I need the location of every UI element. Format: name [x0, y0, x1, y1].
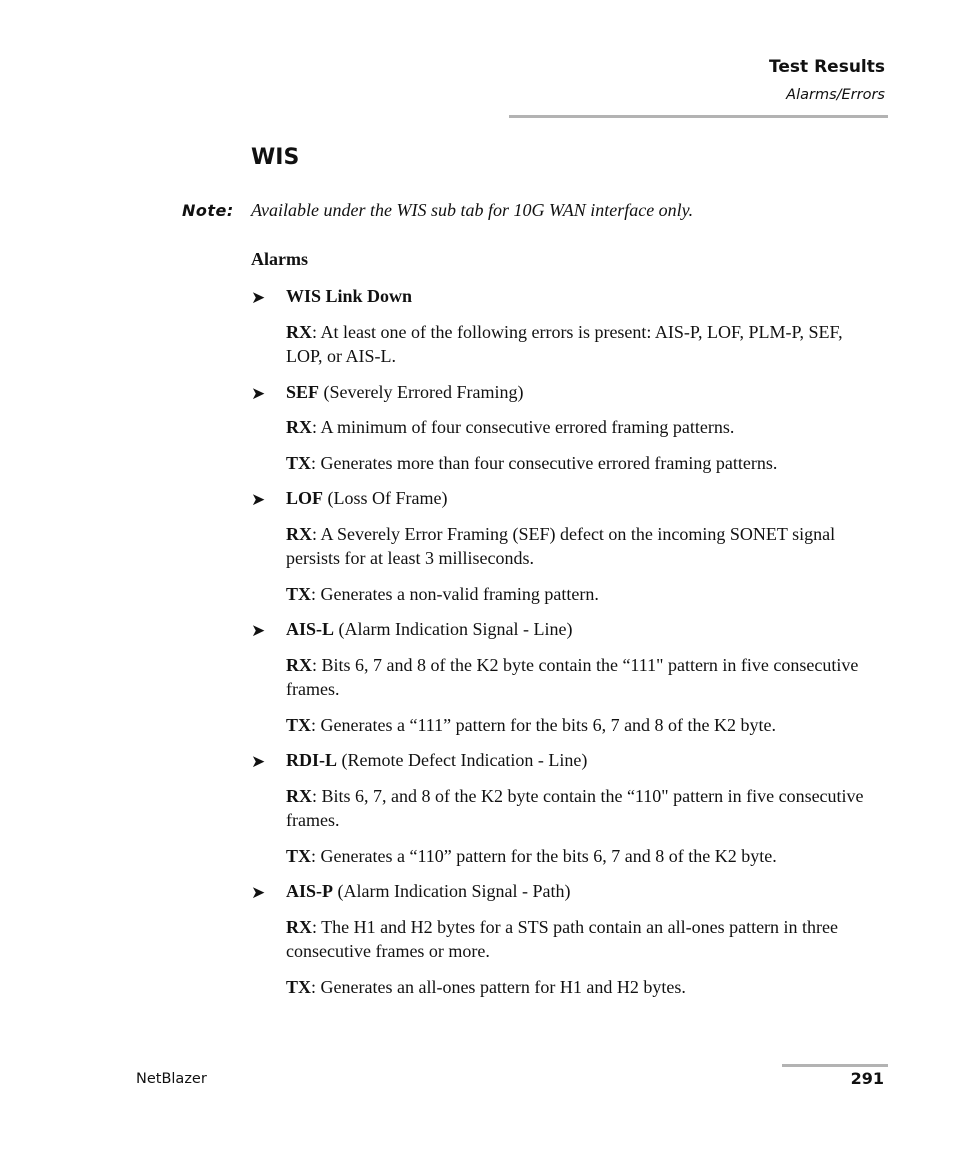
paragraph-text: : Generates an all-ones pattern for H1 and H2 bytes. [311, 976, 686, 997]
alarm-item [251, 617, 881, 737]
note-text: Available under the WIS sub tab for 10G WAN interface only. [251, 200, 694, 220]
alarm-name: WIS Link Down [286, 286, 413, 306]
direction-tag: RX [286, 321, 312, 342]
direction-tag: RX [286, 523, 312, 544]
alarm-item [251, 748, 881, 868]
alarms-subheading: Alarms [251, 249, 308, 269]
alarm-description: (Loss Of Frame) [323, 488, 448, 508]
alarm-paragraph [286, 784, 881, 833]
section-title: WIS [251, 145, 300, 170]
direction-tag: RX [286, 785, 312, 806]
direction-tag: TX [286, 714, 312, 735]
direction-tag: RX [286, 654, 312, 675]
direction-tag: TX [286, 452, 312, 473]
direction-tag: RX [286, 417, 312, 437]
note-label: Note: [182, 201, 234, 220]
alarm-paragraph [286, 451, 881, 476]
arrow-bullet-icon: ➤ [251, 621, 266, 641]
arrow-bullet-icon: ➤ [251, 490, 266, 510]
alarm-description: (Alarm Indication Signal - Path) [333, 881, 571, 901]
alarm-paragraph [286, 915, 881, 964]
alarm-item [251, 879, 881, 999]
alarm-heading [286, 617, 881, 642]
paragraph-text: : A Severely Error Framing (SEF) defect on the incoming SONET signal persists for at least 3 milliseconds. [286, 523, 836, 568]
alarm-heading [286, 879, 881, 904]
alarm-heading [286, 748, 881, 773]
alarm-paragraph [286, 975, 881, 1000]
paragraph-text: : Bits 6, 7 and 8 of the K2 byte contain the “111" pattern in five consecutive frames. [286, 654, 859, 699]
alarm-item [251, 380, 881, 476]
header-rule [509, 115, 888, 118]
paragraph-text: : Generates a non-valid framing pattern. [311, 583, 599, 604]
alarm-heading [286, 284, 881, 309]
alarm-paragraph [286, 415, 881, 440]
arrow-bullet-icon: ➤ [251, 288, 266, 308]
alarm-name: SEF [286, 381, 320, 402]
direction-tag: TX [286, 845, 312, 866]
alarm-name: AIS-L [286, 619, 335, 639]
alarm-item [251, 486, 881, 606]
alarm-heading [286, 486, 881, 511]
paragraph-text: : A minimum of four consecutive errored framing patterns. [312, 417, 735, 437]
direction-tag: TX [286, 583, 312, 604]
alarm-heading [286, 380, 881, 405]
alarm-paragraph [286, 582, 881, 607]
paragraph-text: : Generates a “111” pattern for the bits 6, 7 and 8 of the K2 byte. [311, 714, 777, 735]
alarm-item [251, 284, 881, 369]
direction-tag: RX [286, 916, 312, 937]
alarm-name: LOF [286, 488, 324, 508]
alarm-description: (Alarm Indication Signal - Line) [334, 619, 573, 639]
alarm-description: (Remote Defect Indication - Line) [337, 750, 588, 770]
alarm-list [251, 284, 881, 1010]
alarm-paragraph [286, 713, 881, 738]
paragraph-text: : At least one of the following errors is present: AIS-P, LOF, PLM-P, SEF, LOP, or AIS-L. [286, 321, 843, 366]
paragraph-text: : Generates a “110” pattern for the bits 6, 7 and 8 of the K2 byte. [311, 845, 777, 866]
running-header-title: Test Results [769, 57, 885, 77]
alarm-paragraph [286, 844, 881, 869]
paragraph-text: : The H1 and H2 bytes for a STS path contain an all-ones pattern in three consecutive frames or more. [286, 916, 839, 961]
direction-tag: TX [286, 976, 312, 997]
running-header-subtitle: Alarms/Errors [786, 87, 885, 103]
paragraph-text: : Bits 6, 7, and 8 of the K2 byte contain the “110" pattern in five consecutive frames. [286, 785, 864, 830]
alarm-paragraph [286, 653, 881, 702]
arrow-bullet-icon: ➤ [251, 883, 266, 903]
page-number: 291 [850, 1069, 884, 1088]
alarm-paragraph [286, 320, 881, 369]
alarm-paragraph [286, 522, 881, 571]
alarm-name: RDI-L [286, 750, 338, 770]
alarm-description: (Severely Errored Framing) [319, 381, 524, 402]
alarm-name: AIS-P [286, 881, 334, 901]
paragraph-text: : Generates more than four consecutive errored framing patterns. [311, 452, 778, 473]
footer-rule [782, 1064, 888, 1067]
arrow-bullet-icon: ➤ [251, 752, 266, 772]
arrow-bullet-icon: ➤ [251, 383, 266, 404]
footer-product-name: NetBlazer [136, 1071, 207, 1087]
